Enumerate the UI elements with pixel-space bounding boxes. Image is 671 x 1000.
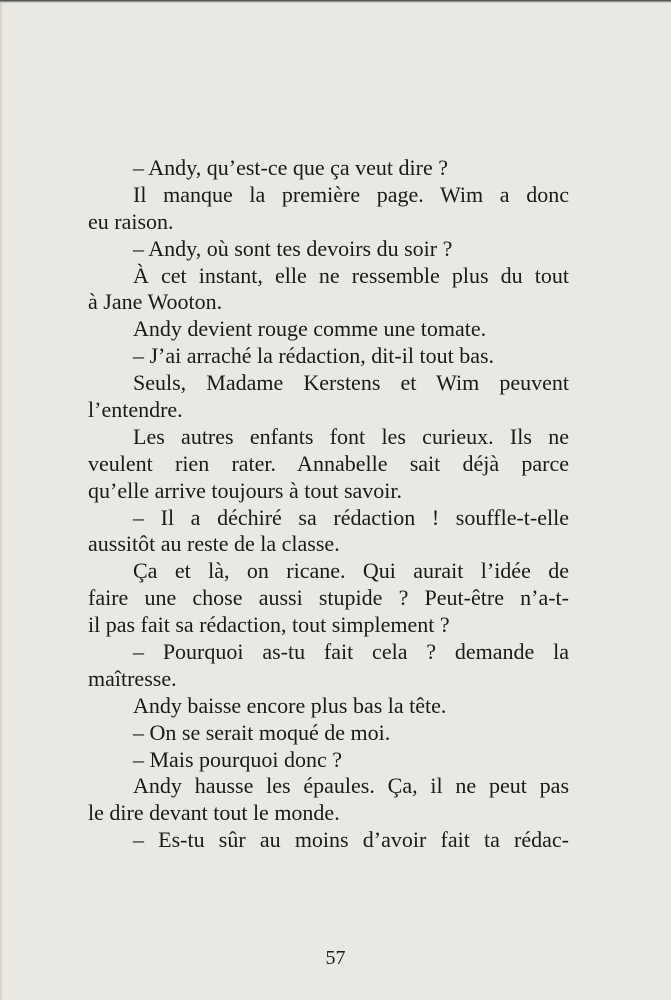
text-line: Il manque la première page. Wim a donc	[133, 181, 569, 207]
text-line: l’entendre.	[88, 397, 183, 423]
text-line: – Mais pourquoi donc ?	[133, 746, 342, 772]
text-line: – Il a déchiré sa rédaction ! souffle-t-elle	[133, 504, 569, 530]
text-line: il pas fait sa rédaction, tout simplement ?	[88, 612, 450, 638]
text-line: le dire devant tout le monde.	[88, 800, 340, 826]
text-line: veulent rien rater. Annabelle sait déjà parce	[88, 450, 569, 476]
text-line: Seuls, Madame Kerstens et Wim peuvent	[133, 370, 569, 396]
text-line: – Pourquoi as-tu fait cela ? demande la	[133, 639, 569, 665]
text-line: qu’elle arrive toujours à tout savoir.	[88, 477, 403, 503]
text-line: – Andy, où sont tes devoirs du soir ?	[133, 235, 453, 261]
text-line: Les autres enfants font les curieux. Ils ne	[133, 423, 569, 449]
text-line: – On se serait moqué de moi.	[133, 719, 391, 745]
text-line: aussitôt au reste de la classe.	[88, 531, 340, 557]
text-line: Andy baisse encore plus bas la tête.	[133, 692, 447, 718]
text-line: eu raison.	[88, 208, 174, 234]
text-line: – J’ai arraché la rédaction, dit-il tout bas.	[133, 343, 495, 369]
text-line: faire une chose aussi stupide ? Peut-être n’a-t-	[88, 585, 569, 611]
text-line: à Jane Wooton.	[88, 289, 223, 315]
text-line: maîtresse.	[88, 665, 177, 691]
text-line: – Andy, qu’est-ce que ça veut dire ?	[133, 155, 449, 180]
text-line: – Es-tu sûr au moins d’avoir fait ta rédac-	[133, 827, 569, 853]
page-number: 57	[325, 947, 346, 969]
body-text	[88, 155, 569, 854]
text-line: Andy devient rouge comme une tomate.	[133, 316, 487, 342]
text-line: Andy hausse les épaules. Ça, il ne peut pas	[133, 773, 569, 799]
text-line: Ça et là, on ricane. Qui aurait l’idée de	[133, 558, 569, 584]
text-line: À cet instant, elle ne ressemble plus du tout	[133, 262, 569, 288]
